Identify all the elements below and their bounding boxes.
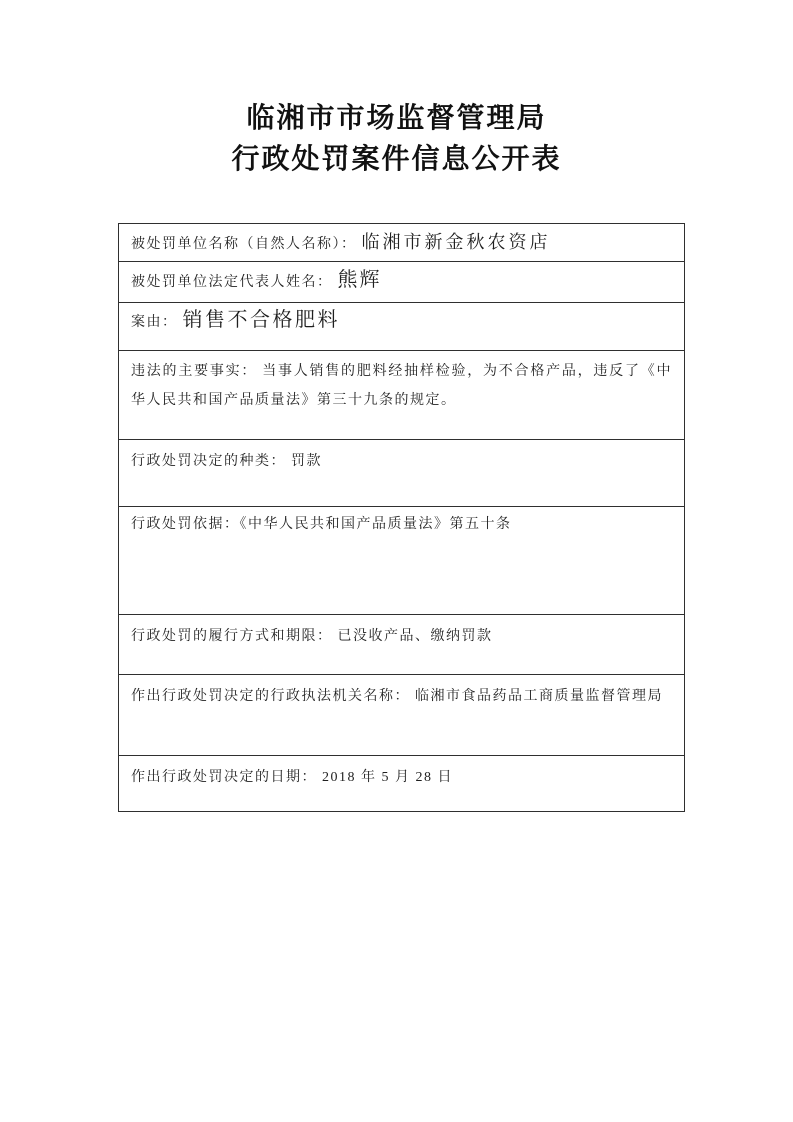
row-case-cause: [119, 303, 684, 351]
field-value: 罚款: [291, 454, 322, 469]
row-penalty-type: [119, 440, 684, 507]
row-legal-representative-name: [119, 262, 684, 303]
field-label: 行政处罚的履行方式和期限：: [131, 629, 333, 644]
field-value: 临湘市新金秋农资店: [361, 232, 551, 252]
field-value: 临湘市食品药品工商质量监督管理局: [415, 689, 663, 704]
row-penalty-decision-date: [119, 756, 684, 811]
field-label: 行政处罚依据：: [131, 517, 240, 532]
document-title-line1: 临湘市市场监督管理局: [246, 102, 547, 133]
field-value: 熊辉: [337, 269, 382, 291]
field-label: 作出行政处罚决定的日期：: [131, 770, 317, 785]
penalty-info-table: [118, 223, 685, 812]
field-value: 当事人销售的肥料经抽样检验，为不合格产品，违反了《中华人民共和国产品质量法》第三十九条的规定。: [131, 364, 673, 408]
document-title: [0, 97, 793, 179]
field-label: 被处罚单位名称（自然人名称）：: [131, 237, 357, 252]
field-value: 《中华人民共和国产品质量法》第五十条: [239, 517, 512, 532]
field-value: 销售不合格肥料: [182, 309, 340, 331]
row-penalized-unit-name: [119, 224, 684, 262]
field-value: 已没收产品、缴纳罚款: [337, 629, 493, 644]
field-label: 作出行政处罚决定的行政执法机关名称：: [131, 689, 410, 704]
field-value: 2018 年 5 月 28 日: [322, 770, 453, 785]
row-main-illegal-facts: [119, 351, 684, 440]
row-penalty-legal-basis: [119, 507, 684, 615]
row-enforcement-agency: [119, 675, 684, 756]
field-label: 案由：: [131, 315, 178, 330]
row-penalty-fulfillment: [119, 615, 684, 675]
field-label: 被处罚单位法定代表人姓名：: [131, 275, 333, 290]
field-label: 行政处罚决定的种类：: [131, 454, 286, 469]
document-title-line2: 行政处罚案件信息公开表: [231, 143, 562, 174]
field-label: 违法的主要事实：: [131, 364, 258, 379]
